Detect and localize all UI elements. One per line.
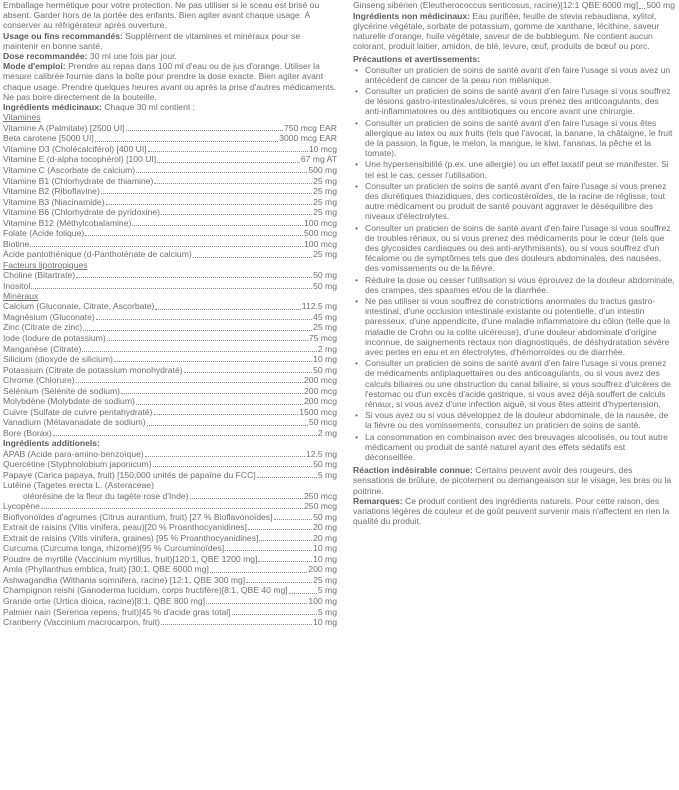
ingredient-name: Cranberry (Vaccinium macrocarpon, fruit) xyxy=(3,617,160,628)
leader-dots xyxy=(154,183,312,184)
ingredient-amount: 75 mcg xyxy=(308,333,337,344)
ingredient-row xyxy=(3,407,337,418)
precautions-header: Précautions et avertissements: xyxy=(353,54,481,65)
ingredient-row xyxy=(3,217,337,228)
ingredient-amount: 2 mg xyxy=(317,343,337,354)
reaction-text: Certains peuvent avoir des rougeurs, des sensations de brûlure, de picotement ou demangeaison sur le visage, les bras ou la poitrine. xyxy=(353,465,672,496)
ginseng-row xyxy=(353,0,675,11)
leader-dots xyxy=(154,414,299,415)
precautions-list xyxy=(353,65,675,463)
ingredient-row xyxy=(3,428,337,439)
ingredient-name: Quercétine (Styphnolobium japonicum) xyxy=(3,459,152,470)
ingredient-amount: 100 mcg xyxy=(304,238,337,249)
ingredient-row xyxy=(3,469,337,480)
ingredient-name: Vitamine B12 (Méthylcobalamine) xyxy=(3,217,132,228)
ingredient-amount: 200 mcg xyxy=(304,396,337,407)
leader-dots xyxy=(161,214,312,215)
leader-dots xyxy=(82,351,317,352)
lipotropic-header: Facteurs lipotropiques xyxy=(3,259,88,270)
ingredient-row xyxy=(3,301,337,312)
ingredient-row xyxy=(3,617,337,628)
leader-dots xyxy=(136,172,307,173)
leader-dots xyxy=(246,582,312,583)
dose-label: Dose recommandée: xyxy=(3,51,88,62)
ingredient-row xyxy=(3,596,337,607)
precaution-item: • Consulter un praticien de soins de santé avant d'en faire l'usage si vous avez un antécédent de cancer de la peau non mélanique. xyxy=(353,65,675,85)
leader-dots xyxy=(258,561,312,562)
leader-dots xyxy=(157,162,300,163)
leader-dots xyxy=(121,393,303,394)
ingredient-row xyxy=(3,564,337,575)
mode-text: Prendre au repas dans 100 ml d'eau ou de jus d'orange. Utiliser la mesure calibrée fournie dans la boîte pour prendre la dose exacte. Bien agiter avant chaque usage. Prendre quelques heures avant ou après la prise d'autres médicaments. Ne pas boire directement de la bouteille. xyxy=(3,61,337,102)
ingredient-amount: 10 mg xyxy=(313,543,337,554)
ingredient-row xyxy=(3,396,337,407)
ingredient-name: Biotine xyxy=(3,238,30,249)
ingredient-amount: 10 mg xyxy=(313,617,337,628)
ingredient-amount: 750 mcg EAR xyxy=(283,122,337,133)
mode-paragraph xyxy=(3,61,337,102)
leader-dots xyxy=(83,330,312,331)
additional-list xyxy=(3,448,337,480)
leader-dots xyxy=(85,235,303,236)
usage-text: Supplément de vitamines et minéraux pour se maintenir en bonne santé. xyxy=(3,30,301,51)
leader-dots xyxy=(148,151,308,152)
precaution-item: • Consulter un praticien de soins de santé avant d'en faire l'usage si vous prenez des diurétiques thiazidiques, des corticostéroïdes, de la racine de réglisse, tout autre médicament ou produit de santé pouvant aggraver le déséquilibre des niveaux d'électrolytes. xyxy=(353,181,675,222)
dose-text: 30 ml une fois par jour. xyxy=(87,51,177,62)
ingredient-amount: 50 mg xyxy=(313,511,337,522)
ingredient-row xyxy=(3,312,337,323)
ingredient-name: Zinc (Citrate de zinc) xyxy=(3,322,83,333)
ingredient-amount: 50 mcg xyxy=(308,417,337,428)
ingredient-row xyxy=(3,249,337,260)
ingredient-row xyxy=(3,575,337,586)
ingredient-row xyxy=(3,322,337,333)
precaution-item: • Consulter un praticien de soins de santé avant d'en faire l'usage si vous prenez de médicaments antiplaquettaires ou des anticoagulants, ou si vous avez des calculs biliaires ou une obstruction du canal biliaire, si vous souffrez d'ulcères de l'estomac ou d'un excès d'acide gastrique, si vous avez déjà souffert de calculs rénaux, si vous avez d'une infection aiguë, si vous êtes atteint d'hypertension. xyxy=(353,358,675,409)
ingredient-amount: 25 mg xyxy=(313,175,337,186)
ingredient-amount: 12.5 mg xyxy=(305,448,337,459)
ingredient-amount: 5 mg xyxy=(317,585,337,596)
leader-dots xyxy=(155,309,300,310)
ingredient-amount: 67 mg AT xyxy=(300,154,337,165)
ingredient-name: Vitamine B6 (Chlorhydrate de pyridoxine) xyxy=(3,207,160,218)
ingredient-name: Choline (Bitartrate) xyxy=(3,270,76,281)
ingredient-row xyxy=(3,532,337,543)
precaution-item: • La consommation en combinaison avec des breuvages alcoolisés, ou tout autre médicament ou produit de santé naturel ayant des effets sédatifs est déconseillée. xyxy=(353,432,675,463)
lutein-name: oléorésine de la fleur du tagète rose d'Inde) xyxy=(23,490,189,501)
ingredient-name: Papaye (Carica papaya, fruit) [150,000 unités de papaïne du FCC] xyxy=(3,469,256,480)
ingredient-amount: 50 mg xyxy=(313,280,337,291)
ingredient-row xyxy=(3,207,337,218)
non-medicinal-text: Eau purifiée, feuille de stevia rebaudiana, xylitol, glycérine végétale, sorbate de potassium, gomme de xanthane, lécithine, saveur naturelle d'orange, huile végétale, saveur de de bubblegum. Ne contient aucun colorant, produit laitier, amidon, de blé, levure, œuf, produits de bœuf ou porc. xyxy=(353,10,660,52)
ingredient-name: Bioflvonoïdes d'agrumes (Citrus aurantium, fruit) [27 % Bioflavonoïdes] xyxy=(3,511,273,522)
ingredient-row xyxy=(3,501,337,512)
leader-dots xyxy=(193,257,312,258)
ingredient-row xyxy=(3,133,337,144)
ingredient-row xyxy=(3,364,337,375)
ingredient-row xyxy=(3,144,337,155)
ingredient-name: Extrait de raisins (Vitis vinifera, graines) [95 % Proanthocyanidines] xyxy=(3,532,259,543)
ingredient-name: Vitamine B2 (Riboflavine) xyxy=(3,186,100,197)
ingredient-amount: 5 mg xyxy=(317,606,337,617)
ingredient-row xyxy=(3,543,337,554)
leader-dots xyxy=(101,193,312,194)
ingredient-name: Iode (Iodure de potassium) xyxy=(3,333,106,344)
ingredient-row xyxy=(3,343,337,354)
ingredient-name: Bore (Borax) xyxy=(3,427,52,438)
ingredient-name: Poudre de myrtille (Vaccinium myrtillus, fruit)[120:1, QBE 1200 mg] xyxy=(3,553,258,564)
minerals-list xyxy=(3,301,337,438)
ingredient-name: Vanadium (Métavanadate de sodium) xyxy=(3,417,146,428)
precaution-item: • Consulter un praticien de soins de santé avant d'en faire l'usage si vous souffrez de lésions gastro-intestinales/ulcères, si vous prenez des anticoagulants, des anti-inflammatoires ou des antibiotiques ou encore avant une chirurgie. xyxy=(353,86,675,117)
leader-dots xyxy=(259,540,312,541)
ingredient-name: Inositol xyxy=(3,280,31,291)
leader-dots xyxy=(206,603,307,604)
ingredient-row xyxy=(3,417,337,428)
ingredient-amount: 100 mcg xyxy=(304,217,337,228)
ingredient-name: Cuivre (Sulfate de cuivre pentahydraté) xyxy=(3,406,153,417)
ingredient-name: Manganèse (Citrate) xyxy=(3,343,82,354)
non-medicinal-paragraph xyxy=(353,11,675,52)
ingredient-name: Acide pantothénique (d-Panthoténate de calcium) xyxy=(3,249,192,260)
ingredient-name: Calcium (Gluconate, Citrate, Ascorbate) xyxy=(3,301,155,312)
leader-dots xyxy=(225,550,312,551)
ingredient-name: Sélénium (Sélénite de sodium) xyxy=(3,385,121,396)
ingredient-amount: 2 mg xyxy=(317,427,337,438)
precaution-item: • Consulter un praticien de soins de santé avant d'en faire l'usage si vous souffrez de troubles rénaux, ou si vous prenez des médicaments pour le cœur (tels que des glycosides cardiaques ou des anti-arythmisants), ou si vous souffrez d'un fécalome ou de symptômes tels que des douleurs abdominales, des nausées, des vomissements ou de la fièvre. xyxy=(353,223,675,274)
ingredient-name: Vitamine C (Ascorbate de calcium) xyxy=(3,164,136,175)
ingredient-amount: 20 mg xyxy=(313,532,337,543)
leader-dots xyxy=(136,404,303,405)
ingredient-name: Grande ortie (Urtica dioica, racine)[8:1, QBE 800 mg] xyxy=(3,596,206,607)
leader-dots xyxy=(257,477,317,478)
leader-dots xyxy=(274,519,313,520)
ingredient-amount: 250 mcg xyxy=(304,501,337,512)
left-column xyxy=(3,0,337,627)
leader-dots xyxy=(161,624,312,625)
reaction-label: Réaction indésirable connue: xyxy=(353,465,473,476)
ingredient-name: Vitamine B1 (Chlorhydrate de thiamine) xyxy=(3,175,154,186)
ingredient-row xyxy=(3,280,337,291)
leader-dots xyxy=(76,382,303,383)
leader-dots xyxy=(107,340,308,341)
ingredient-row xyxy=(3,522,337,533)
ingredient-row xyxy=(3,228,337,239)
ingredient-row xyxy=(3,122,337,133)
ingredient-name: Vitamine D3 (Cholécalciférol) [400 UI] xyxy=(3,143,147,154)
precaution-item: • Une hypersensibilité (p.ex. une allergie) ou un effet laxatif peut se manifester. Si tel est le cas, cesser l'utilisation. xyxy=(353,159,675,179)
ingredient-amount: 3000 mcg EAR xyxy=(279,133,337,144)
leader-dots xyxy=(106,204,313,205)
ingredient-amount: 50 mg xyxy=(313,270,337,281)
ingredient-row xyxy=(3,196,337,207)
ingredient-name: Potassium (Citrate de potassium monohydraté) xyxy=(3,364,183,375)
leader-dots xyxy=(289,593,317,594)
ingredient-amount: 25 mg xyxy=(313,186,337,197)
ingredient-row xyxy=(3,165,337,176)
ingredient-amount: 50 mg xyxy=(313,459,337,470)
ingredient-amount: 200 mcg xyxy=(304,385,337,396)
ingredient-amount: 25 mg xyxy=(313,322,337,333)
leader-dots xyxy=(132,225,303,226)
ingredient-row xyxy=(3,238,337,249)
ingredient-name: Ashwagandha (Withania somnifera, racine) [12:1, QBE 300 mg] xyxy=(3,574,246,585)
leader-dots xyxy=(41,508,303,509)
ingredient-row xyxy=(3,459,337,470)
additional-list-2 xyxy=(3,501,337,628)
ingredient-name: APAB (Acide para-amino-benzoïque) xyxy=(3,448,144,459)
leader-dots xyxy=(126,130,283,131)
remarks-paragraph xyxy=(353,496,675,527)
leader-dots xyxy=(76,277,312,278)
leader-dots xyxy=(95,141,278,142)
ingredient-amount: 200 mg xyxy=(308,564,337,575)
leader-dots xyxy=(639,8,645,9)
ingredient-row xyxy=(3,270,337,281)
ingredient-amount: 112.5 mg xyxy=(301,301,337,312)
additional-header: Ingrédients additionels: xyxy=(3,438,100,449)
ingredient-amount: 10 mcg xyxy=(308,143,337,154)
ingredient-amount: 10 mg xyxy=(313,553,337,564)
ingredient-row xyxy=(3,385,337,396)
ingredient-row xyxy=(3,511,337,522)
intro-text: Emballage hermétique pour votre protection. Ne pas utiliser si le sceau est brisé ou absent. Garder hors de la portée des enfants. Bien agiter avant chaque usage. À conserver au réfrigérateur après ouverture. xyxy=(3,0,320,31)
dose-paragraph xyxy=(3,51,337,61)
ingredient-name: Extrait de raisins (Vitis vinifera, peau)[20 % Proanthocyanidines] xyxy=(3,522,247,533)
leader-dots xyxy=(184,372,313,373)
ingredient-name: Vitamine A (Palmitate) [2500 UI] xyxy=(3,122,125,133)
leader-dots xyxy=(53,435,317,436)
ingredient-row xyxy=(3,354,337,365)
leader-dots xyxy=(114,361,312,362)
precaution-item: • Réduire la dose ou cesser l'utilisation si vous éprouvez de la douleur abdominale, des crampes, des spasmes et/ou de la diarrhée. xyxy=(353,275,675,295)
ingredient-row xyxy=(3,553,337,564)
leader-dots xyxy=(96,319,312,320)
ingredient-name: Amla (Phyllanthus emblica, fruit) [30:1, QBE 6000 mg] xyxy=(3,564,209,575)
ingredient-row xyxy=(3,606,337,617)
ingredient-amount: 500 mg xyxy=(308,164,337,175)
ingredient-name: Vitamine B3 (Niacinamide) xyxy=(3,196,105,207)
lipotropic-list xyxy=(3,270,337,291)
medicinal-paragraph xyxy=(3,102,337,112)
leader-dots xyxy=(31,288,312,289)
ingredient-amount: 25 mg xyxy=(313,196,337,207)
ingredient-amount: 50 mg xyxy=(313,364,337,375)
ingredient-name: Palmier nain (Serenoa repens, fruit)[45 % d'acide gras total] xyxy=(3,606,231,617)
leader-dots xyxy=(153,466,313,467)
ingredient-name: Chrome (Chlorure) xyxy=(3,375,75,386)
ingredient-name: Curcuma (Curcuma longa, rhizome)[95 % Curcuminoïdes] xyxy=(3,543,225,554)
non-medicinal-label: Ingrédients non médicinaux: xyxy=(353,10,470,21)
reaction-paragraph xyxy=(353,465,675,496)
ingredient-name: Folate (Acide folique) xyxy=(3,228,85,239)
leader-dots xyxy=(190,498,304,499)
ingredient-name: Magnésium (Gluconate) xyxy=(3,311,95,322)
ingredient-name: Lycopène xyxy=(3,501,40,512)
ingredient-amount: 25 mg xyxy=(313,574,337,585)
ingredient-row xyxy=(3,585,337,596)
ingredient-name: Silicium (dioxyde de silicium) xyxy=(3,354,113,365)
ingredient-amount: 200 mcg xyxy=(304,375,337,386)
ingredient-row xyxy=(3,186,337,197)
precaution-item: • Ne pas utiliser si vous souffrez de constrictions anormales du tractus gastro-intestinal, d'une occlusion intestinale existante ou potentielle, d'un intestin paresseux, d'une appendicite, d'une maladie inflammatoire du côlon (telle que la maladie de Crohn ou la colite ulcéreuse), d'une douleur abdominale d'origine inconnue, de saignements rectaux non diagnostiqués, de déshydratation sévère avec pertes en eau et en électrolytes, d'hémorroïdes ou de diarrhée. xyxy=(353,296,675,357)
precaution-item: • Si vous avez ou si vous développez de la douleur abdominale, de la nausée, de la fièvre ou des vomissements, consultez un praticien de soins de santé. xyxy=(353,410,675,430)
ingredient-amount: 45 mg xyxy=(313,311,337,322)
leader-dots xyxy=(30,246,303,247)
mode-label: Mode d'emploi: xyxy=(3,61,66,72)
ingredient-name: Vitamine E (d-alpha tocophérol) [100 UI] xyxy=(3,154,157,165)
ginseng-value: 500 mg xyxy=(646,0,675,11)
ingredient-row xyxy=(3,448,337,459)
lutein-row xyxy=(3,490,337,501)
ingredient-name: Champignon reishi (Ganoderma lucidum, corps fructifère)[8:1, QBE 40 mg] xyxy=(3,585,288,596)
ingredient-amount: 1500 mcg xyxy=(299,406,337,417)
ingredient-amount: 25 mg xyxy=(313,249,337,260)
remarks-label: Remarques: xyxy=(353,495,403,506)
ingredient-amount: 20 mg xyxy=(313,522,337,533)
ingredient-name: Beta carotene [5000 UI] xyxy=(3,133,94,144)
vitamins-list xyxy=(3,122,337,259)
ingredient-amount: 10 mg xyxy=(313,354,337,365)
ingredient-amount: 25 mg xyxy=(313,207,337,218)
leader-dots xyxy=(248,529,312,530)
leader-dots xyxy=(145,456,305,457)
usage-label: Usage ou fins recommandés: xyxy=(3,30,123,41)
ingredient-amount: 500 mcg xyxy=(304,228,337,239)
ingredient-name: Molybdène (Molybdate de sodium) xyxy=(3,396,135,407)
lutein-line1: Lutéine (Tagetes erecta L. (Asteraceae) xyxy=(3,480,154,490)
precaution-item: • Consulter un praticien de soins de santé avant d'en faire l'usage si vous êtes allergique au latex ou aux fruits (tels que l'avocat, la banane, la châtaigne, le fruit de la passion, la figue, le melon, la mangue, le kiwi, l'ananas, la pêche et la tomate). xyxy=(353,118,675,159)
vitamins-header: Vitamines xyxy=(3,112,41,123)
ingredient-amount: 5 mg xyxy=(317,469,337,480)
leader-dots xyxy=(210,572,307,573)
lutein-value: 250 mcg xyxy=(304,490,337,501)
remarks-text: Ce produit contient des ingrédients naturels. Pour cette raison, des variations légères de couleur et de goût peuvent survenir mais n'affectent en rien la qualité du produit. xyxy=(353,495,670,527)
medicinal-text: Chaque 30 ml contient : xyxy=(101,102,196,113)
medicinal-label: Ingrédients médicinaux: xyxy=(3,102,102,113)
ginseng-name: Ginseng sibérien (Eleutherococcus senticosus, racine)[12:1 QBE 6000 mg] xyxy=(353,0,639,11)
ingredient-row xyxy=(3,175,337,186)
ingredient-row xyxy=(3,154,337,165)
leader-dots xyxy=(147,425,308,426)
leader-dots xyxy=(232,614,317,615)
ingredient-row xyxy=(3,375,337,386)
ingredient-row xyxy=(3,333,337,344)
minerals-header: Minéraux xyxy=(3,290,39,301)
right-column xyxy=(353,0,675,527)
usage-paragraph xyxy=(3,31,337,51)
ingredient-amount: 100 mg xyxy=(308,596,337,607)
